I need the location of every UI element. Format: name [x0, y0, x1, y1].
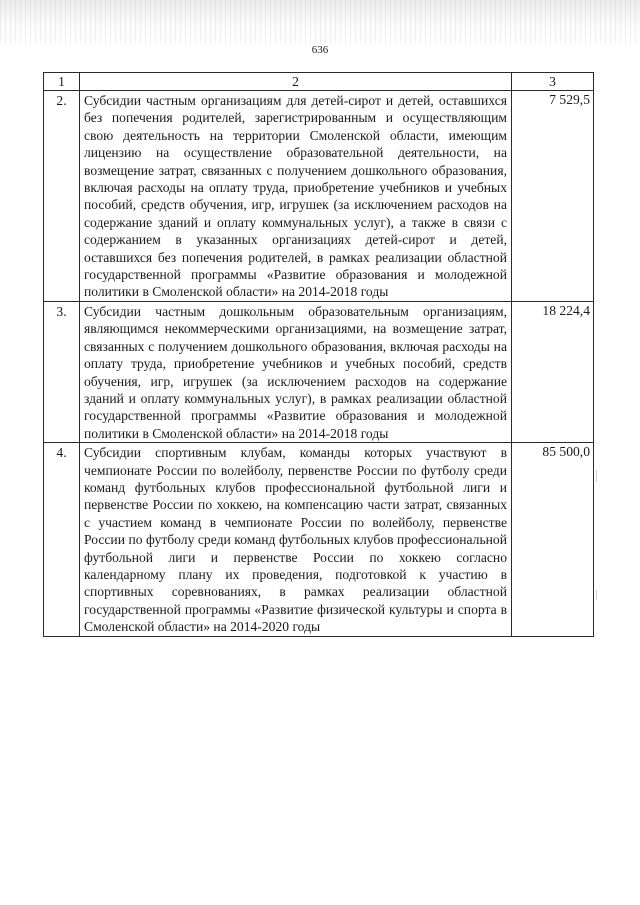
row-description: Субсидии спортивным клубам, команды которых участвуют в чемпионате России по волейболу, первенстве России по футболу среди команд футбольных клубов профессиональной футбольной лиги и первенстве России по хоккею, на компенсацию части затрат, связанных с участием команд в чемпионате России по волейболу, первенстве России по футболу среди команд футбольных клубов профессиональной футбольной лиги и первенстве России по хоккею согласно календарному плану их проведения, подготовкой к участию в спортивных соревнованиях, в рамках реализации областной государственной программы «Развитие физической культуры и спорта в Смоленской области» на 2014-2020 годы	[80, 443, 512, 636]
page-number: 636	[311, 44, 329, 56]
table-header-row	[44, 73, 594, 91]
row-number: 2.	[44, 91, 80, 302]
scan-mark	[596, 470, 597, 482]
row-amount: 7 529,5	[512, 91, 594, 302]
row-amount: 18 224,4	[512, 301, 594, 442]
row-number: 3.	[44, 301, 80, 442]
scan-artifact-top	[0, 0, 640, 44]
subsidies-table	[43, 72, 594, 637]
header-col-2: 2	[80, 73, 512, 91]
table-row	[44, 443, 594, 636]
row-amount: 85 500,0	[512, 443, 594, 636]
scan-mark	[596, 590, 597, 600]
row-description: Субсидии частным организациям для детей-сирот и детей, оставшихся без попечения родителей, зарегистрированным и осуществляющим свою деятельность на территории Смоленской области, имеющим лицензию на осуществление образовательной деятельности, на возмещение затрат, связанных с получением дошкольного образования, включая расходы на оплату труда, приобретение учебников и учебных пособий, средств обучения, игр, игрушек (за исключением расходов на содержание зданий и оплату коммунальных услуг), а также в связи с содержанием в указанных организациях детей-сирот и детей, оставшихся без попечения родителей, в рамках реализации областной государственной программы «Развитие образования и молодежной политики в Смоленской области» на 2014-2018 годы	[80, 91, 512, 302]
header-col-3: 3	[512, 73, 594, 91]
header-col-1: 1	[44, 73, 80, 91]
row-description: Субсидии частным дошкольным образовательным организациям, являющимся некоммерческими организациями, на возмещение затрат, связанных с получением дошкольного образования, включая расходы на оплату труда, приобретение учебников и учебных пособий, средств обучения, игр, игрушек (за исключением расходов на содержание зданий и оплату коммунальных услуг), в рамках реализации областной государственной программы «Развитие образования и молодежной политики в Смоленской области» на 2014-2018 годы	[80, 301, 512, 442]
row-number: 4.	[44, 443, 80, 636]
table-row	[44, 301, 594, 442]
table-row	[44, 91, 594, 302]
